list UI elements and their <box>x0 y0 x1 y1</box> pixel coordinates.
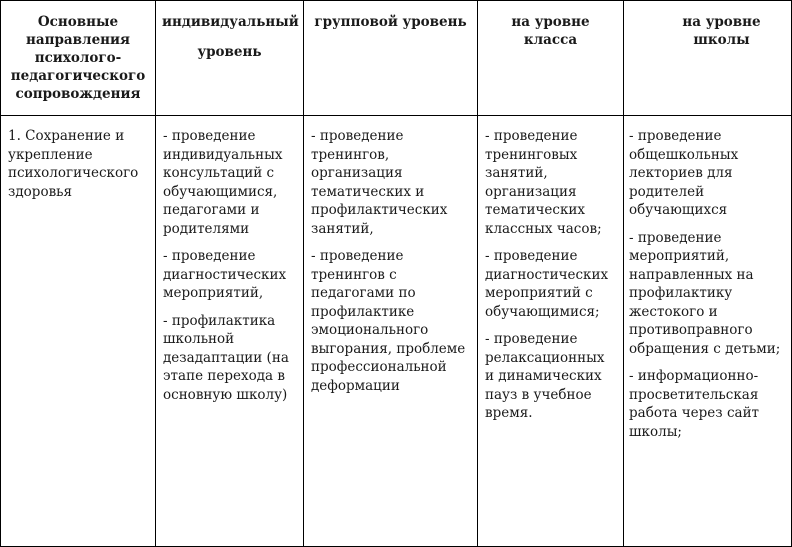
header-individual-line-2: уровень <box>197 44 262 60</box>
cell-class <box>478 116 624 547</box>
individual-item: - профилактика школьной дезадаптации (на этапе перехода в основную школу) <box>163 312 289 403</box>
class-item: - проведение релаксационных и динамических пауз в учебное время. <box>485 331 605 421</box>
cell-direction: 1. Сохранение и укрепление психологического здоровья <box>1 116 156 547</box>
group-item: - проведение тренингов, организация тематических и профилактических занятий, <box>311 128 448 237</box>
class-item: - проведение диагностических мероприятий с обучающимися; <box>485 248 609 320</box>
header-school-level: на уровне школы <box>624 1 792 116</box>
school-item: - проведение мероприятий, направленных на профилактику жестокого и противоправного обращения с детьми; <box>629 229 781 357</box>
table-row <box>1 116 792 547</box>
header-individual-line-1: индивидуальный <box>162 14 299 30</box>
school-item: - проведение общешкольных лекториев для родителей обучающихся <box>629 128 739 218</box>
individual-item: - проведение диагностических мероприятий, <box>163 248 287 301</box>
cell-group <box>304 116 478 547</box>
class-item: - проведение тренинговых занятий, организация тематических классных часов; <box>485 128 602 237</box>
cell-individual <box>156 116 304 547</box>
individual-item: - проведение индивидуальных консультаций с обучающимися, педагогами и родителями <box>163 128 283 237</box>
header-group-level: групповой уровень <box>304 1 478 116</box>
group-item: - проведение тренингов с педагогами по профилактике эмоционального выгорания, проблеме профессиональной деформации <box>311 248 466 394</box>
school-item: - информационно-просветительская работа через сайт школы; <box>629 368 760 440</box>
cell-school <box>624 116 792 547</box>
table-header-row <box>1 1 792 116</box>
header-directions: Основные направления психолого-педагогического сопровождения <box>1 1 156 116</box>
header-class-level: на уровне класса <box>478 1 624 116</box>
header-individual-level <box>156 1 304 116</box>
